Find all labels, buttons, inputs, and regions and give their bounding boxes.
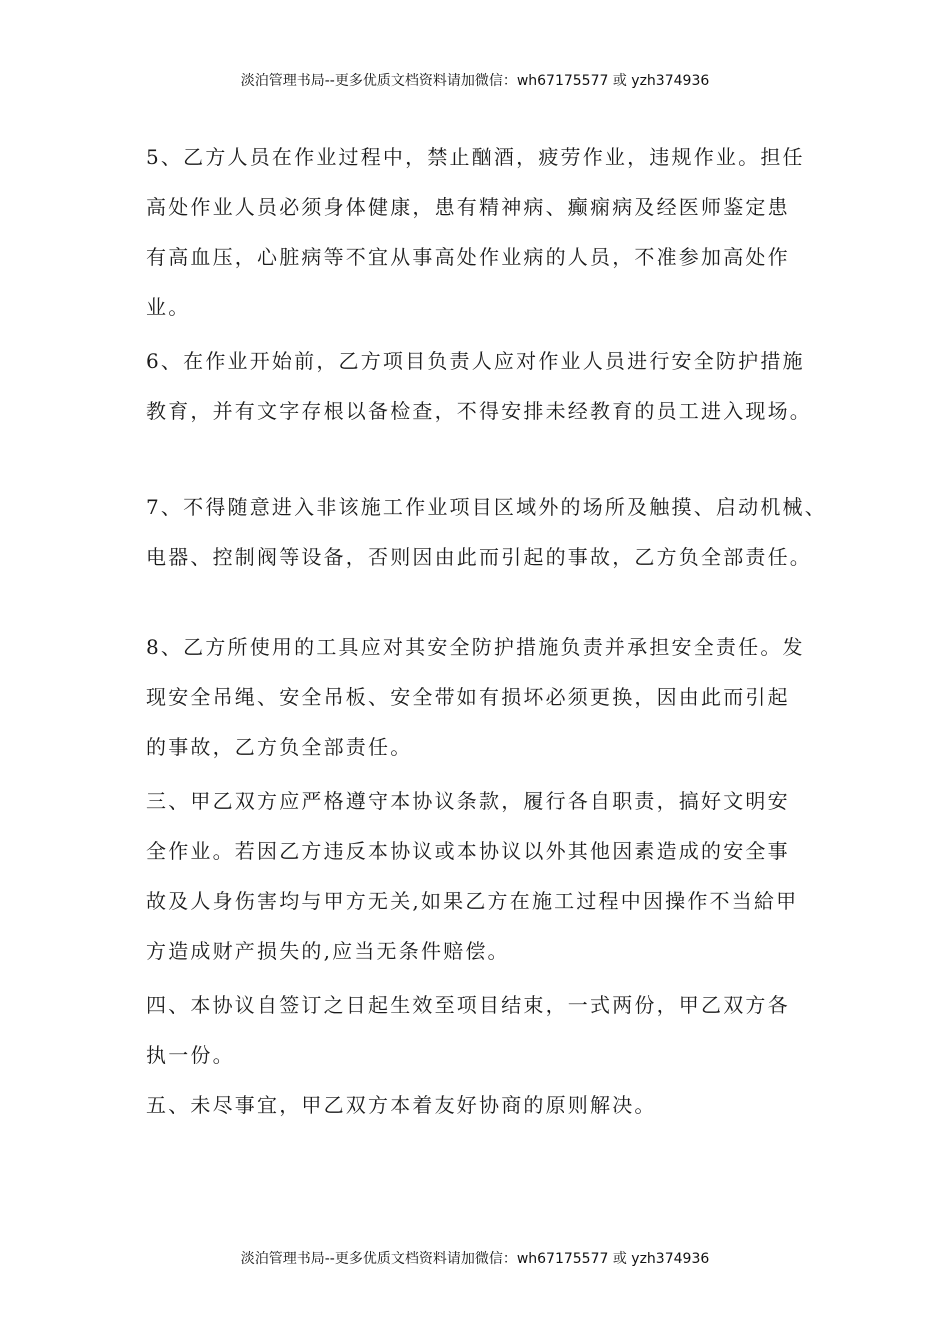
section-3-line-2: 全作业。若因乙方违反本协议或本协议以外其他因素造成的安全事 (146, 839, 790, 863)
page-header: 淡泊管理书局--更多优质文档资料请加微信：wh67175577 或 yzh374936 (240, 73, 710, 89)
section-5 (146, 1080, 826, 1130)
section-3-line-4: 方造成财产损失的,应当无条件赔偿。 (146, 939, 510, 963)
clause-8-line-3: 的事故，乙方负全部责任。 (146, 735, 413, 759)
clause-7-line-1: 7、不得随意进入非该施工作业项目区域外的场所及触摸、启动机械、 (146, 495, 827, 519)
clause-7-line-2: 电器、控制阀等设备，否则因由此而引起的事故，乙方负全部责任。 (146, 545, 812, 569)
clause-5-line-1: 5、乙方人员在作业过程中，禁止酗酒，疲劳作业，违规作业。担任 (146, 145, 805, 169)
clause-8-line-1: 8、乙方所使用的工具应对其安全防护措施负责并承担安全责任。发 (146, 635, 805, 659)
clause-5 (146, 132, 826, 332)
section-4-line-2: 执一份。 (146, 1043, 235, 1067)
section-3 (146, 776, 826, 976)
section-3-line-3: 故及人身伤害均与甲方无关,如果乙方在施工过程中因操作不当給甲 (146, 889, 799, 913)
clause-5-line-4: 业。 (146, 295, 191, 319)
section-4-line-1: 四、本协议自签订之日起生效至项目结束，一式两份，甲乙双方各 (146, 993, 790, 1017)
section-3-line-1: 三、甲乙双方应严格遵守本协议条款，履行各自职责，搞好文明安 (146, 789, 790, 813)
section-4 (146, 980, 826, 1080)
clause-7 (146, 482, 826, 582)
clause-8 (146, 622, 826, 772)
clause-6-line-2: 教育，并有文字存根以备检查，不得安排未经教育的员工进入现场。 (146, 399, 812, 423)
clause-6-line-1: 6、在作业开始前，乙方项目负责人应对作业人员进行安全防护措施 (146, 349, 805, 373)
clause-5-line-2: 高处作业人员必须身体健康，患有精神病、癫痫病及经医师鉴定患 (146, 195, 790, 219)
page-footer: 淡泊管理书局--更多优质文档资料请加微信：wh67175577 或 yzh374936 (240, 1251, 710, 1267)
section-5-line-1: 五、未尽事宜，甲乙双方本着友好协商的原则解决。 (146, 1093, 657, 1117)
clause-5-line-3: 有高血压，心脏病等不宜从事高处作业病的人员，不准参加高处作 (146, 245, 790, 269)
clause-6 (146, 336, 826, 436)
document-body (146, 132, 826, 1130)
clause-8-line-2: 现安全吊绳、安全吊板、安全带如有损坏必须更换，因由此而引起 (146, 685, 790, 709)
